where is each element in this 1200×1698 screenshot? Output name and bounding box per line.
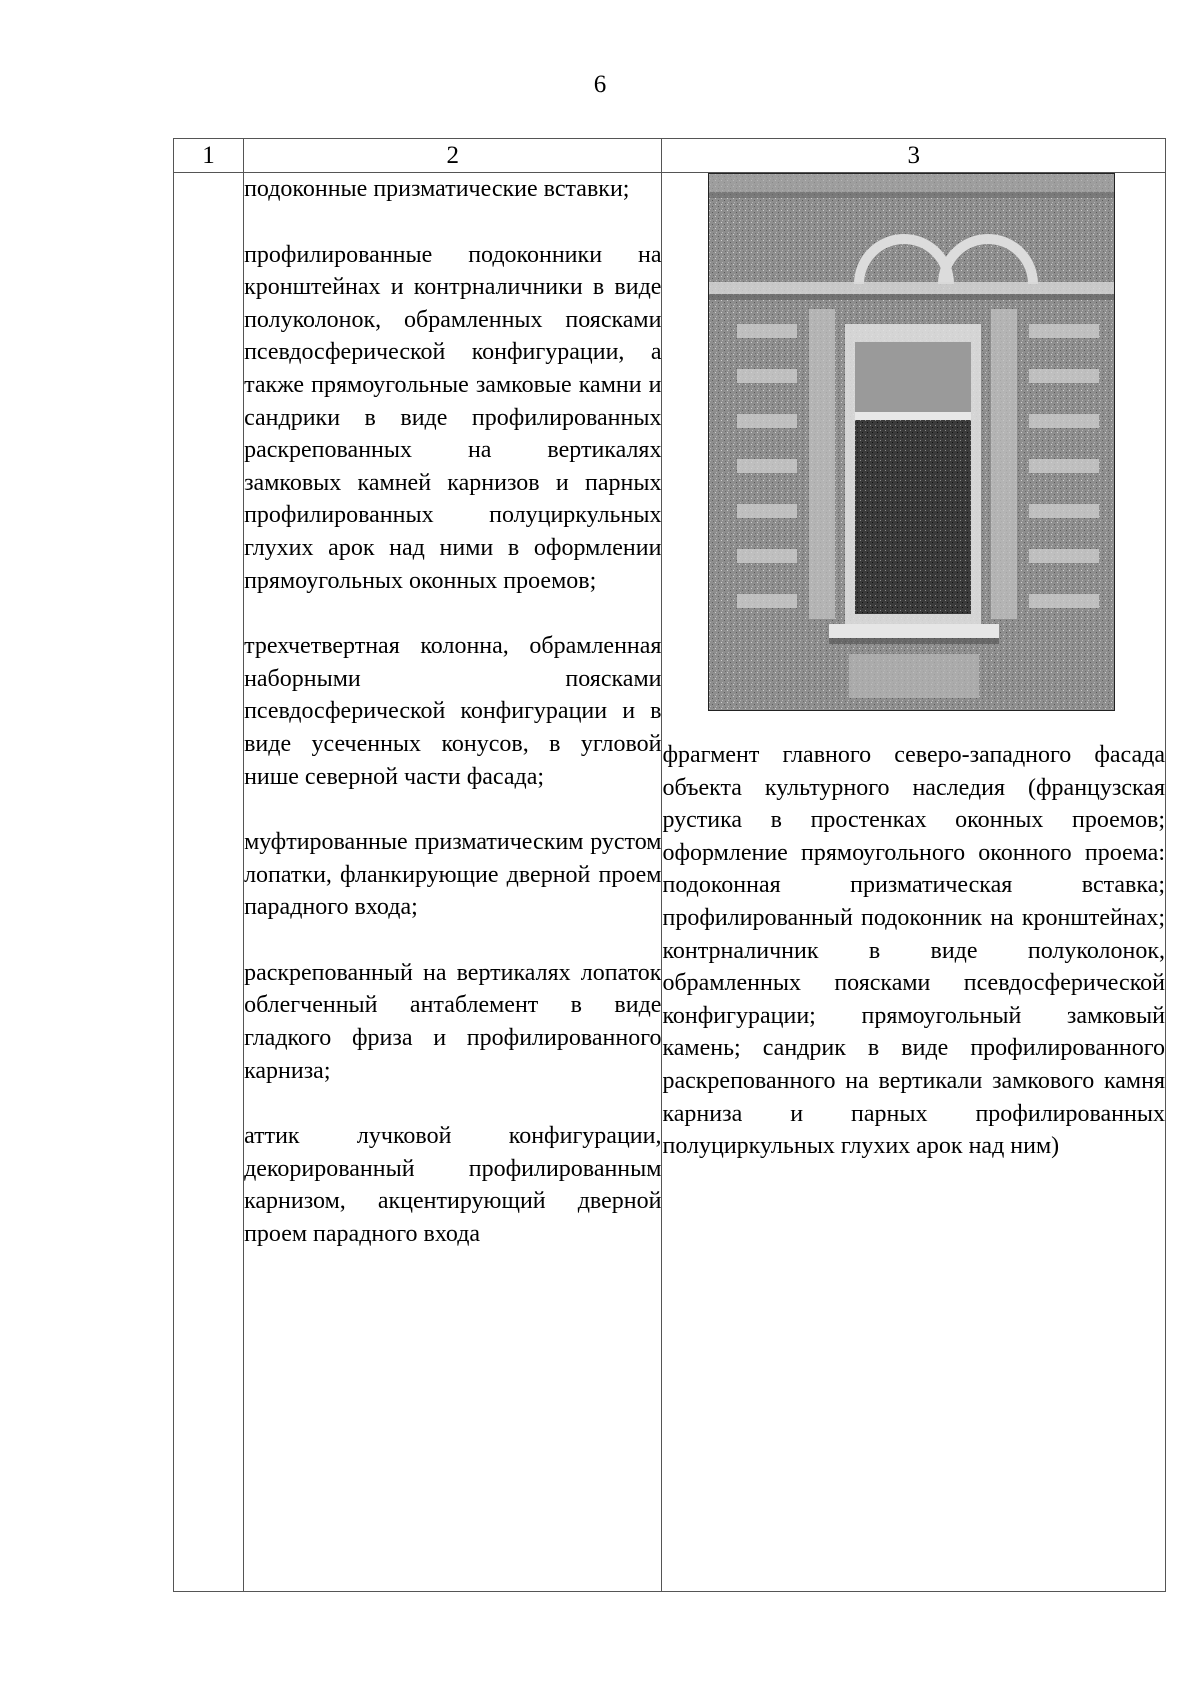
illustration-cell: [662, 173, 1166, 1592]
list-item: профилированные подоконники на кронштейнах и контрналичники в виде полуколонок, обрамленных поясками псевдосферической конфигурации, а также прямоугольные замковые камни и сандрики в виде профилированных раскрепованных на вертикалях замковых камней карнизов и парных профилированных полуциркульных глухих арок над ними в оформлении прямоугольных оконных проемов;: [244, 241, 662, 594]
page-number: 6: [593, 71, 607, 98]
facade-photo-frame: [708, 173, 1115, 711]
description-cell: [244, 173, 662, 1592]
list-item: подоконные призматические вставки;: [244, 176, 630, 202]
heritage-elements-table: [173, 138, 1166, 1592]
facade-window-photo: [708, 173, 1115, 711]
header-col-3: 3: [662, 139, 1166, 173]
photo-caption: фрагмент главного северо-западного фасада объекта культурного наследия (французская рустика в простенках оконных проемов; оформление прямоугольного оконного проема: подоконная призматическая вставка; профилированный подоконник на кронштейнах; контрналичник в виде полуколонок, обрамленных поясками псевдосферической конфигурации; прямоугольный замковый камень; сандрик в виде профилированного раскрепованного на вертикали замкового камня карниза и парных профилированных полуциркульных глухих арок над ним): [662, 742, 1165, 1160]
table-header-row: [174, 139, 1166, 173]
row-number-cell: [174, 173, 244, 1592]
table-row: [174, 173, 1166, 1592]
list-item: трехчетвертная колонна, обрамленная наборными поясками псевдосферической конфигурации и в виде усеченных конусов, в угловой нише северной части фасада;: [244, 633, 662, 790]
list-item: муфтированные призматическим рустом лопатки, фланкирующие дверной проем парадного входа;: [244, 829, 662, 921]
header-col-2: 2: [244, 139, 662, 173]
header-col-1: 1: [174, 139, 244, 173]
list-item: раскрепованный на вертикалях лопаток облегченный антаблемент в виде гладкого фриза и профилированного карниза;: [244, 959, 662, 1084]
list-item: аттик лучковой конфигурации, декорированный профилированным карнизом, акцентирующий дверной проем парадного входа: [244, 1123, 662, 1248]
